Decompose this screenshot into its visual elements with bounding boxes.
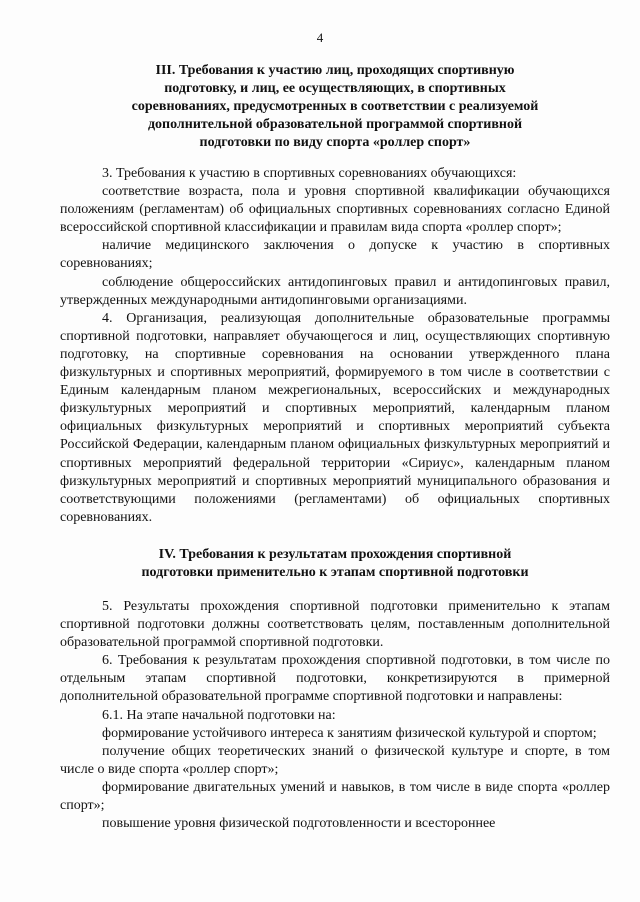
paragraph: 6. Требования к результатам прохождения спортивной подготовки, в том числе по отдельным этапам спортивной подготовки, конкретизируются в примерной дополнительной образовательной программе спортивной подготовки и направлены: [60,653,610,705]
heading-line: подготовку, и лиц, ее осуществляющих, в спортивных [164,81,506,96]
paragraph: наличие медицинского заключения о допуске к участию в спортивных соревнованиях; [60,238,610,272]
paragraph: 6.1. На этапе начальной подготовки на: [102,707,336,723]
paragraph: получение общих теоретических знаний о физической культуре и спорте, в том числе о виде спорта «роллер спорт»; [60,743,610,777]
paragraph: повышение уровня физической подготовленности и всестороннее [102,816,496,832]
heading-line: IV. Требования к результатам прохождения спортивной [158,547,512,562]
section-3-body [60,165,610,527]
paragraph: 4. Организация, реализующая дополнительные образовательные программы спортивной подготовки, направляет обучающегося и лиц, осуществляющих спортивную подготовку, на спортивные соревнования на основании утвержденного плана физкультурных и спортивных мероприятий, формируемого в том числе в соответствии с Единым календарным планом межрегиональных, всероссийских и международных физкультурных мероприятий и спортивных мероприятий, календарным планом официальных физкультурных мероприятий и спортивных мероприятий субъекта Российской Федерации, календарным планом официальных физкультурных мероприятий и спортивных мероприятий федеральной территории «Сириус», календарным планом физкультурных мероприятий и спортивных мероприятий муниципального образования и соответствующими положениями (регламентами) об официальных спортивных соревнованиях. [60,310,610,525]
heading-line: подготовки применительно к этапам спортивной подготовки [141,565,529,580]
paragraph: 5. Результаты прохождения спортивной подготовки применительно к этапам спортивной подготовки должны соответствовать целям, поставленным дополнительной образовательной программой спортивной подготовки. [60,599,610,651]
heading-line: соревнованиях, предусмотренных в соответствии с реализуемой [131,99,539,114]
paragraph: формирование двигательных умений и навыков, в том числе в виде спорта «роллер спорт»; [60,779,610,814]
paragraph: 3. Требования к участию в спортивных соревнованиях обучающихся: [102,166,517,181]
paragraph: соответствие возраста, пола и уровня спортивной квалификации обучающихся положениям (регламентам) об официальных спортивных соревнованиях согласно Единой всероссийской спортивной классификации и правилам вида спорта «роллер спорт»; [60,184,610,236]
section-4-body [60,598,610,833]
heading-line: дополнительной образовательной программой спортивной [147,117,523,132]
paragraph: соблюдение общероссийских антидопинговых правил и антидопинговых правил, утвержденных международными антидопинговыми организациями. [60,274,610,308]
heading-line: подготовки по виду спорта «роллер спорт» [199,135,471,150]
page-number: 4 [316,30,324,45]
paragraph: формирование устойчивого интереса к занятиям физической культурой и спортом; [102,725,597,741]
heading-line: III. Требования к участию лиц, проходящих спортивную [155,63,515,78]
section-3-heading [60,62,610,152]
section-4-heading [60,546,610,582]
